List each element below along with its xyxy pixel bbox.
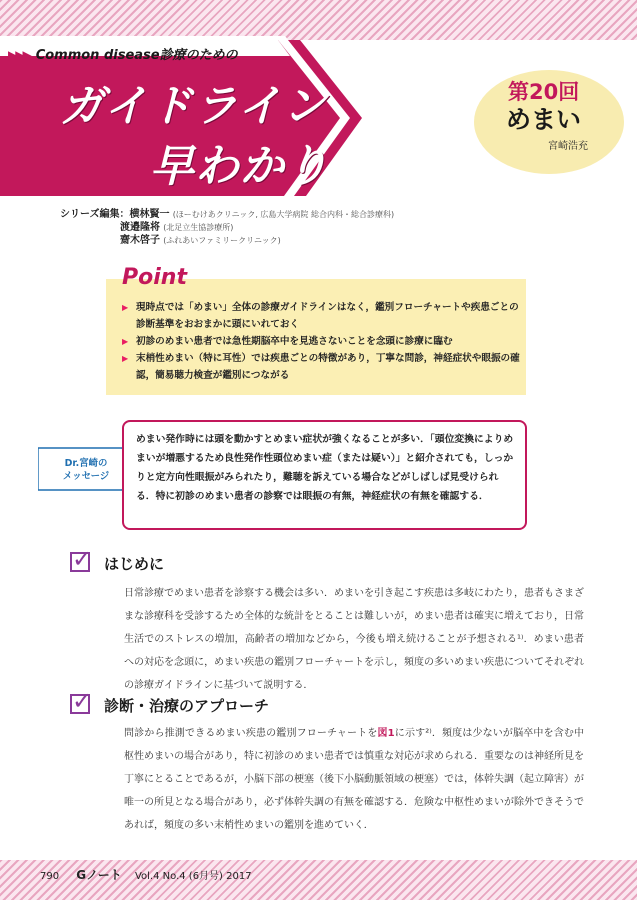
section-heading: 診断・治療のアプローチ — [104, 697, 270, 715]
point-item: ▶ 初診のめまい患者では急性期脳卒中を見逃さないことを念頭に診療に臨む — [122, 333, 522, 350]
point-list — [122, 299, 522, 384]
triple-arrow-icon: ▶▶▶ — [8, 48, 30, 62]
series-title-text: Common disease診療のための — [35, 48, 238, 63]
editor-name: 齋木啓子 — [120, 235, 160, 246]
author: 宮崎浩充 — [548, 141, 588, 152]
section-body-text: 問診から推測できるめまい疾患の鑑別フローチャートを — [124, 728, 378, 739]
issue-info: Vol.4 No.4 (6月号) 2017 — [134, 871, 252, 882]
editor-affiliation: (北足立生協診療所) — [163, 223, 234, 232]
point-item: ▶ 現時点では「めまい」全体の診療ガイドラインはなく，鑑別フローチャートや疾患ごとの診断基準をおおまかに頭にいれておく — [122, 299, 522, 333]
episode-topic: めまい — [506, 105, 582, 134]
message-label — [46, 457, 126, 483]
editors-label: シリーズ編集： — [60, 209, 130, 220]
title-sub: 早わかり — [150, 141, 330, 192]
checkbox-icon — [70, 694, 90, 714]
episode-label: 第20回 — [508, 80, 580, 104]
series-title — [8, 44, 238, 63]
section-body-text: に示す²⁾．頻度は少ないが脳卒中を含む中枢性めまいの場合があり，特に初診のめまい患者では慎重な対応が求められる．重要なのは神経所見を丁寧にとることであるが，小脳下部の梗塞（後下小脳動脈領域の梗塞）では，体幹失調（起立障害）が唯一の所見となる場合があり，必ず体幹失調の有無を確認する．危険な中枢性めまいが除外できそうであれば，頻度の多い末梢性めまいの鑑別を進めていく． — [124, 728, 585, 831]
point-item: ▶ 末梢性めまい（特に耳性）では疾患ごとの特徴があり，丁寧な問診，神経症状や眼振の確認，簡易聴力検査が鑑別につながる — [122, 350, 522, 384]
title-main: ガイドライン — [60, 81, 328, 132]
editor-affiliation: (ほーむけあクリニック, 広島大学病院 総合内科・総合診療科) — [172, 210, 395, 219]
editor-name: 横林賢一 — [129, 209, 170, 220]
page-number: 790 — [40, 871, 60, 882]
checkbox-icon — [70, 552, 90, 572]
editor-name: 渡邉隆将 — [120, 222, 160, 233]
section-heading: はじめに — [104, 555, 165, 573]
message-label-line1: Dr.宮崎の — [64, 458, 108, 469]
editor-affiliation: (ふれあいファミリークリニック) — [163, 236, 281, 245]
point-title: Point — [122, 265, 187, 290]
message-label-line2: メッセージ — [62, 471, 110, 482]
section-body: 日常診療でめまい患者を診察する機会は多い．めまいを引き起こす疾患は多岐にわたり，患者もさまざまな診療科を受診するため全体的な統計をとることは難しいが，めまい患者は確実に増えており，日常生活でのストレスの増加，高齢者の増加などから，今後も増え続けることが予想される¹⁾．めまい患者への対応を念頭に，めまい疾患の鑑別フローチャートを示し，頻度の多いめまい疾患についてそれぞれの診療ガイドラインに基づいて説明する． — [124, 588, 584, 691]
figure-link[interactable]: 図1 — [377, 728, 395, 739]
series-editors — [60, 208, 394, 247]
message-text: めまい発作時には頭を動かすとめまい症状が強くなることが多い．「頭位変換によりめまいが増悪するため良性発作性頭位めまい症（または疑い）」と紹介されても，しっかりと定方向性眼振がみられたり，難聴を訴えている場合などがしばしば見受けられる．特に初診のめまい患者の診察では眼振の有無，神経症状の有無を確認する． — [136, 434, 514, 502]
section-body — [124, 722, 584, 837]
journal-name: Gノート — [76, 868, 122, 882]
footer — [40, 866, 252, 883]
